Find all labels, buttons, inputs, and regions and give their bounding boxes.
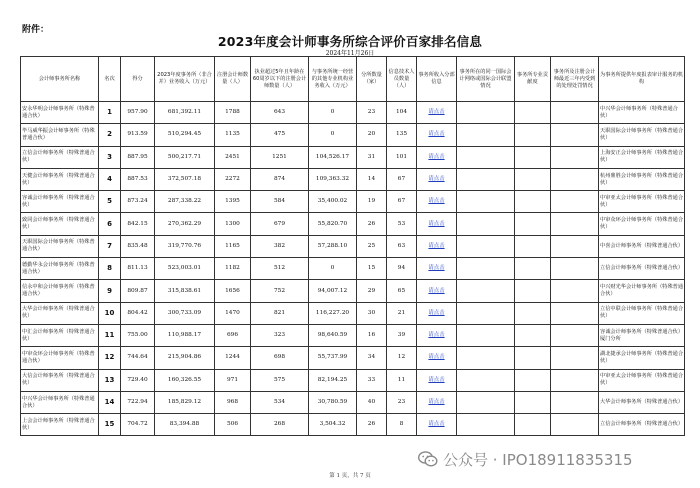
it-staff-cell: 23 — [387, 391, 417, 413]
table-row — [21, 280, 685, 302]
column-header: 与事务所统一经营的其他专业机构业务收入（万元） — [309, 57, 357, 102]
it-staff-cell: 12 — [387, 347, 417, 369]
auditor-cell: 杭州鼎胜会计师事务所（特殊普通合伙） — [599, 168, 685, 190]
details-link[interactable]: 请点击 — [417, 324, 457, 346]
table-row — [21, 369, 685, 391]
branch-count-cell: 23 — [357, 102, 387, 124]
empty-cell — [551, 235, 599, 257]
branch-count-cell: 26 — [357, 213, 387, 235]
rank-cell: 2 — [99, 124, 121, 146]
table-row — [21, 258, 685, 280]
rank-cell: 6 — [99, 213, 121, 235]
details-link[interactable]: 请点击 — [417, 146, 457, 168]
score-cell: 835.48 — [121, 235, 155, 257]
other-revenue-cell: 82,194.25 — [309, 369, 357, 391]
empty-cell — [515, 146, 551, 168]
firm-name-cell: 大华会计师事务所（特殊普通合伙） — [21, 302, 99, 324]
empty-cell — [457, 124, 515, 146]
other-revenue-cell: 98,640.59 — [309, 324, 357, 346]
branch-count-cell: 30 — [357, 302, 387, 324]
revenue-cell: 681,392.11 — [155, 102, 215, 124]
details-link[interactable]: 请点击 — [417, 302, 457, 324]
table-row — [21, 168, 685, 190]
score-cell: 887.53 — [121, 168, 155, 190]
column-header: 为事务所提供年度报表审计服务的机构 — [599, 57, 685, 102]
revenue-cell: 319,770.76 — [155, 235, 215, 257]
score-cell: 809.87 — [121, 280, 155, 302]
empty-cell — [457, 258, 515, 280]
firm-name-cell: 上会会计师事务所（特殊普通合伙） — [21, 414, 99, 436]
table-row — [21, 391, 685, 413]
empty-cell — [457, 168, 515, 190]
senior-cpa-count-cell: 1251 — [251, 146, 309, 168]
publish-date: 2024年11月26日 — [325, 50, 375, 57]
branch-count-cell: 14 — [357, 168, 387, 190]
details-link[interactable]: 请点击 — [417, 168, 457, 190]
table-row — [21, 102, 685, 124]
auditor-cell: 立信会计师事务所（特殊普通合伙） — [599, 414, 685, 436]
empty-cell — [551, 124, 599, 146]
rank-cell: 12 — [99, 347, 121, 369]
empty-cell — [515, 391, 551, 413]
senior-cpa-count-cell: 323 — [251, 324, 309, 346]
senior-cpa-count-cell: 679 — [251, 213, 309, 235]
column-header: 事务所专业贡献度 — [515, 57, 551, 102]
cpa-count-cell: 2451 — [215, 146, 251, 168]
branch-count-cell: 25 — [357, 235, 387, 257]
empty-cell — [457, 146, 515, 168]
branch-count-cell: 29 — [357, 280, 387, 302]
senior-cpa-count-cell: 584 — [251, 191, 309, 213]
empty-cell — [457, 102, 515, 124]
revenue-cell: 510,294.45 — [155, 124, 215, 146]
senior-cpa-count-cell: 268 — [251, 414, 309, 436]
empty-cell — [457, 235, 515, 257]
firm-name-cell: 天职国际会计师事务所（特殊普通合伙） — [21, 235, 99, 257]
rank-cell: 8 — [99, 258, 121, 280]
rank-cell: 14 — [99, 391, 121, 413]
empty-cell — [551, 102, 599, 124]
details-link[interactable]: 请点击 — [417, 235, 457, 257]
empty-cell — [457, 302, 515, 324]
auditor-cell: 上海安正会计师事务所（特殊普通合伙） — [599, 146, 685, 168]
senior-cpa-count-cell: 475 — [251, 124, 309, 146]
score-cell: 957.90 — [121, 102, 155, 124]
rank-cell: 3 — [99, 146, 121, 168]
cpa-count-cell: 1182 — [215, 258, 251, 280]
other-revenue-cell: 109,363.32 — [309, 168, 357, 190]
other-revenue-cell: 0 — [309, 102, 357, 124]
cpa-count-cell: 1395 — [215, 191, 251, 213]
column-header: 事务所及注册会计师最近三年内受到的处理处罚情况 — [551, 57, 599, 102]
score-cell: 887.95 — [121, 146, 155, 168]
cpa-count-cell: 968 — [215, 391, 251, 413]
revenue-cell: 270,362.29 — [155, 213, 215, 235]
empty-cell — [551, 414, 599, 436]
branch-count-cell: 33 — [357, 369, 387, 391]
branch-count-cell: 34 — [357, 347, 387, 369]
score-cell: 913.59 — [121, 124, 155, 146]
revenue-cell: 215,904.86 — [155, 347, 215, 369]
other-revenue-cell: 116,227.20 — [309, 302, 357, 324]
auditor-cell: 立信会计师事务所（特殊普通合伙） — [599, 258, 685, 280]
table-header-row — [21, 57, 685, 102]
details-link[interactable]: 请点击 — [417, 347, 457, 369]
empty-cell — [551, 213, 599, 235]
other-revenue-cell: 35,400.02 — [309, 191, 357, 213]
it-staff-cell: 11 — [387, 369, 417, 391]
score-cell: 755.00 — [121, 324, 155, 346]
empty-cell — [515, 191, 551, 213]
it-staff-cell: 65 — [387, 280, 417, 302]
empty-cell — [457, 347, 515, 369]
cpa-count-cell: 1656 — [215, 280, 251, 302]
details-link[interactable]: 请点击 — [417, 102, 457, 124]
senior-cpa-count-cell: 575 — [251, 369, 309, 391]
cpa-count-cell: 2272 — [215, 168, 251, 190]
senior-cpa-count-cell: 821 — [251, 302, 309, 324]
empty-cell — [515, 414, 551, 436]
auditor-cell: 中兴财光华会计师事务所（特殊普通合伙） — [599, 280, 685, 302]
column-header: 名次 — [99, 57, 121, 102]
page-footer: 第 1 页，共 7 页 — [329, 473, 371, 479]
empty-cell — [551, 191, 599, 213]
empty-cell — [515, 168, 551, 190]
branch-count-cell: 40 — [357, 391, 387, 413]
page-title: 2023年度会计师事务所综合评价百家排名信息 — [217, 34, 483, 49]
senior-cpa-count-cell: 382 — [251, 235, 309, 257]
empty-cell — [515, 235, 551, 257]
other-revenue-cell: 57,288.10 — [309, 235, 357, 257]
revenue-cell: 83,394.88 — [155, 414, 215, 436]
score-cell: 744.64 — [121, 347, 155, 369]
firm-name-cell: 德勤华永会计师事务所（特殊普通合伙） — [21, 258, 99, 280]
empty-cell — [515, 124, 551, 146]
auditor-cell: 中审亚太会计师事务所（特殊普通合伙） — [599, 369, 685, 391]
table-row — [21, 347, 685, 369]
firm-name-cell: 容诚会计师事务所（特殊普通合伙） — [21, 191, 99, 213]
revenue-cell: 300,733.09 — [155, 302, 215, 324]
auditor-cell: 大华会计师事务所（特殊普通合伙） — [599, 391, 685, 413]
rank-cell: 10 — [99, 302, 121, 324]
auditor-cell: 天职国际会计师事务所（特殊普通合伙） — [599, 124, 685, 146]
details-link[interactable]: 请点击 — [417, 213, 457, 235]
revenue-cell: 185,829.12 — [155, 391, 215, 413]
cpa-count-cell: 696 — [215, 324, 251, 346]
firm-name-cell: 致同会计师事务所（特殊普通合伙） — [21, 213, 99, 235]
firm-name-cell: 信永中和会计师事务所（特殊普通合伙） — [21, 280, 99, 302]
firm-name-cell: 立信会计师事务所（特殊普通合伙） — [21, 146, 99, 168]
empty-cell — [551, 168, 599, 190]
auditor-cell: 中审众环会计师事务所（特殊普通合伙） — [599, 213, 685, 235]
empty-cell — [515, 302, 551, 324]
senior-cpa-count-cell: 512 — [251, 258, 309, 280]
other-revenue-cell: 3,504.32 — [309, 414, 357, 436]
other-revenue-cell: 104,526.17 — [309, 146, 357, 168]
branch-count-cell: 20 — [357, 124, 387, 146]
other-revenue-cell: 30,780.59 — [309, 391, 357, 413]
score-cell: 729.40 — [121, 369, 155, 391]
revenue-cell: 372,507.18 — [155, 168, 215, 190]
cpa-count-cell: 1165 — [215, 235, 251, 257]
revenue-cell: 160,326.55 — [155, 369, 215, 391]
firm-name-cell: 中审众环会计师事务所（特殊普通合伙） — [21, 347, 99, 369]
empty-cell — [551, 391, 599, 413]
wechat-icon — [418, 451, 438, 467]
revenue-cell: 315,838.61 — [155, 280, 215, 302]
it-staff-cell: 67 — [387, 168, 417, 190]
empty-cell — [515, 213, 551, 235]
senior-cpa-count-cell: 874 — [251, 168, 309, 190]
details-link[interactable]: 请点击 — [417, 258, 457, 280]
other-revenue-cell: 55,820.70 — [309, 213, 357, 235]
watermark — [418, 448, 633, 470]
table-row — [21, 124, 685, 146]
attachment-label: 附件： — [22, 25, 50, 35]
revenue-cell: 287,338.22 — [155, 191, 215, 213]
branch-count-cell: 31 — [357, 146, 387, 168]
cpa-count-cell: 1470 — [215, 302, 251, 324]
column-header: 分所数量（家） — [357, 57, 387, 102]
rank-cell: 4 — [99, 168, 121, 190]
senior-cpa-count-cell: 752 — [251, 280, 309, 302]
auditor-cell: 中喜会计师事务所（特殊普通合伙） — [599, 235, 685, 257]
watermark-text: 公众号 · IPO18911835315 — [443, 450, 633, 469]
empty-cell — [551, 280, 599, 302]
empty-cell — [551, 369, 599, 391]
revenue-cell: 110,988.17 — [155, 324, 215, 346]
empty-cell — [551, 302, 599, 324]
score-cell: 704.72 — [121, 414, 155, 436]
cpa-count-cell: 1244 — [215, 347, 251, 369]
branch-count-cell: 19 — [357, 191, 387, 213]
it-staff-cell: 8 — [387, 414, 417, 436]
branch-count-cell: 16 — [357, 324, 387, 346]
table-row — [21, 324, 685, 346]
table-row — [21, 302, 685, 324]
firm-name-cell: 安永华明会计师事务所（特殊普通合伙） — [21, 102, 99, 124]
empty-cell — [457, 191, 515, 213]
firm-name-cell: 毕马威华振会计师事务所（特殊普通合伙） — [21, 124, 99, 146]
senior-cpa-count-cell: 534 — [251, 391, 309, 413]
it-staff-cell: 63 — [387, 235, 417, 257]
details-link[interactable]: 请点击 — [417, 124, 457, 146]
branch-count-cell: 26 — [357, 414, 387, 436]
empty-cell — [515, 102, 551, 124]
details-link[interactable]: 请点击 — [417, 414, 457, 436]
firm-name-cell: 中汇会计师事务所（特殊普通合伙） — [21, 324, 99, 346]
other-revenue-cell: 55,737.99 — [309, 347, 357, 369]
empty-cell — [515, 369, 551, 391]
auditor-cell: 立信中联会计师事务所（特殊普通合伙） — [599, 302, 685, 324]
ranking-table — [20, 56, 685, 436]
branch-count-cell: 15 — [357, 258, 387, 280]
it-staff-cell: 135 — [387, 124, 417, 146]
table-row — [21, 235, 685, 257]
senior-cpa-count-cell: 643 — [251, 102, 309, 124]
other-revenue-cell: 0 — [309, 258, 357, 280]
empty-cell — [551, 146, 599, 168]
details-link[interactable]: 请点击 — [417, 280, 457, 302]
other-revenue-cell: 94,007.12 — [309, 280, 357, 302]
cpa-count-cell: 1788 — [215, 102, 251, 124]
firm-name-cell: 天健会计师事务所（特殊普通合伙） — [21, 168, 99, 190]
auditor-cell: 中审亚太会计师事务所（特殊普通合伙） — [599, 191, 685, 213]
rank-cell: 9 — [99, 280, 121, 302]
it-staff-cell: 39 — [387, 324, 417, 346]
details-link[interactable]: 请点击 — [417, 391, 457, 413]
table-row — [21, 146, 685, 168]
revenue-cell: 500,217.71 — [155, 146, 215, 168]
score-cell: 842.15 — [121, 213, 155, 235]
score-cell: 811.13 — [121, 258, 155, 280]
rank-cell: 1 — [99, 102, 121, 124]
auditor-cell: 中兴华会计师事务所（特殊普通合伙） — [599, 102, 685, 124]
empty-cell — [457, 213, 515, 235]
empty-cell — [457, 391, 515, 413]
rank-cell: 15 — [99, 414, 121, 436]
it-staff-cell: 67 — [387, 191, 417, 213]
empty-cell — [515, 280, 551, 302]
it-staff-cell: 101 — [387, 146, 417, 168]
empty-cell — [551, 324, 599, 346]
empty-cell — [457, 324, 515, 346]
table-row — [21, 191, 685, 213]
it-staff-cell: 94 — [387, 258, 417, 280]
auditor-cell: 湖北捷承会计师事务所（特殊普通合伙） — [599, 347, 685, 369]
table-row — [21, 414, 685, 436]
empty-cell — [551, 347, 599, 369]
rank-cell: 5 — [99, 191, 121, 213]
it-staff-cell: 53 — [387, 213, 417, 235]
cpa-count-cell: 971 — [215, 369, 251, 391]
column-header: 会计师事务所名称 — [21, 57, 99, 102]
senior-cpa-count-cell: 698 — [251, 347, 309, 369]
firm-name-cell: 中兴华会计师事务所（特殊普通合伙） — [21, 391, 99, 413]
rank-cell: 13 — [99, 369, 121, 391]
details-link[interactable]: 请点击 — [417, 191, 457, 213]
cpa-count-cell: 506 — [215, 414, 251, 436]
empty-cell — [515, 347, 551, 369]
cpa-count-cell: 1300 — [215, 213, 251, 235]
rank-cell: 11 — [99, 324, 121, 346]
it-staff-cell: 21 — [387, 302, 417, 324]
empty-cell — [551, 258, 599, 280]
empty-cell — [515, 258, 551, 280]
score-cell: 722.94 — [121, 391, 155, 413]
score-cell: 873.24 — [121, 191, 155, 213]
column-header: 事务所收入分部信息 — [417, 57, 457, 102]
revenue-cell: 523,003.01 — [155, 258, 215, 280]
table-row — [21, 213, 685, 235]
firm-name-cell: 大信会计师事务所（特殊普通合伙） — [21, 369, 99, 391]
column-header: 2023年度事务所（非合并）业务收入（万元） — [155, 57, 215, 102]
empty-cell — [457, 280, 515, 302]
cpa-count-cell: 1135 — [215, 124, 251, 146]
column-header: 注册会计师数量（人） — [215, 57, 251, 102]
column-header: 执业超过5年且年龄在60周岁以下的注册会计师数量（人） — [251, 57, 309, 102]
other-revenue-cell: 0 — [309, 124, 357, 146]
rank-cell: 7 — [99, 235, 121, 257]
empty-cell — [515, 324, 551, 346]
auditor-cell: 容诚会计师事务所（特殊普通合伙）厦门分所 — [599, 324, 685, 346]
column-header: 信息技术人员数量（人） — [387, 57, 417, 102]
column-header: 事务所在的同一国际会计网络或国际会计联盟情况 — [457, 57, 515, 102]
empty-cell — [457, 369, 515, 391]
empty-cell — [457, 414, 515, 436]
score-cell: 804.42 — [121, 302, 155, 324]
details-link[interactable]: 请点击 — [417, 369, 457, 391]
column-header: 得分 — [121, 57, 155, 102]
it-staff-cell: 104 — [387, 102, 417, 124]
